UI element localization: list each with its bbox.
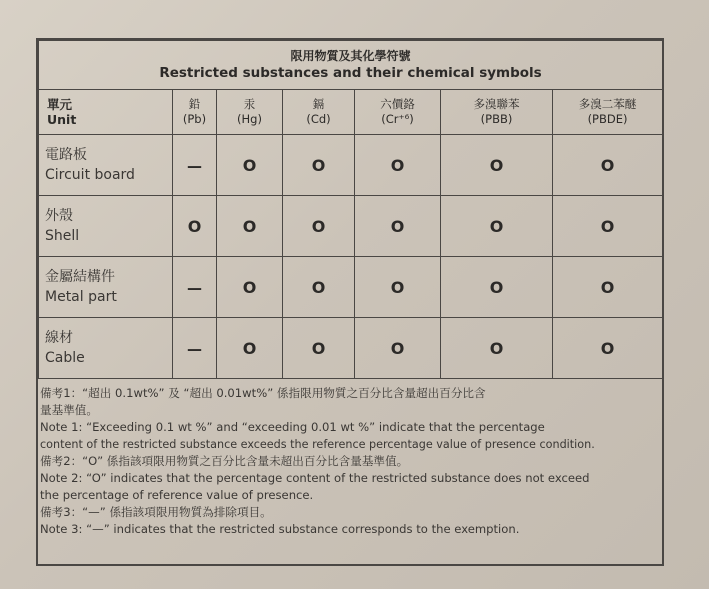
restricted-substances-table bbox=[38, 40, 663, 379]
table-cell: O bbox=[217, 196, 283, 257]
table-cell: O bbox=[441, 135, 553, 196]
note-line: Note 2: “O” indicates that the percentage content of the restricted substance does not exceed bbox=[40, 471, 590, 485]
table-cell: O bbox=[441, 257, 553, 318]
table-cell: O bbox=[283, 257, 355, 318]
header-cr6: 六價鉻 (Cr⁺⁶) bbox=[355, 90, 441, 135]
table-cell: O bbox=[283, 135, 355, 196]
title-zh: 限用物質及其化學符號 bbox=[290, 49, 411, 63]
table-cell: O bbox=[355, 257, 441, 318]
table-cell: O bbox=[173, 196, 217, 257]
table-cell: O bbox=[217, 257, 283, 318]
table-cell: O bbox=[553, 257, 663, 318]
table-row bbox=[39, 135, 663, 196]
header-unit: 單元 Unit bbox=[39, 90, 173, 135]
table-cell: O bbox=[283, 318, 355, 379]
table-row bbox=[39, 196, 663, 257]
rohs-table-frame bbox=[36, 38, 664, 566]
header-cd: 鎘 (Cd) bbox=[283, 90, 355, 135]
table-cell: O bbox=[355, 196, 441, 257]
table-cell: O bbox=[553, 196, 663, 257]
table-cell: O bbox=[553, 318, 663, 379]
table-cell: O bbox=[441, 196, 553, 257]
header-pb: 鉛 (Pb) bbox=[173, 90, 217, 135]
table-cell: O bbox=[355, 135, 441, 196]
note-line: Note 3: “—” indicates that the restricted substance corresponds to the exemption. bbox=[40, 522, 520, 536]
header-hg: 汞 (Hg) bbox=[217, 90, 283, 135]
header-pbde: 多溴二苯醚 (PBDE) bbox=[553, 90, 663, 135]
table-cell: — bbox=[173, 257, 217, 318]
note-line: Note 1: “Exceeding 0.1 wt %” and “exceeding 0.01 wt %” indicate that the percentage bbox=[40, 420, 545, 434]
note-line: 備考1：“超出 0.1wt%” 及 “超出 0.01wt%” 係指限用物質之百分比含量超出百分比含 bbox=[40, 386, 486, 400]
table-row bbox=[39, 257, 663, 318]
table-row bbox=[39, 318, 663, 379]
table-cell: O bbox=[283, 196, 355, 257]
table-cell: O bbox=[553, 135, 663, 196]
row-label: 外殼 Shell bbox=[39, 196, 173, 257]
note-line: the percentage of reference value of presence. bbox=[40, 488, 314, 502]
table-cell: O bbox=[217, 318, 283, 379]
row-label: 電路板 Circuit board bbox=[39, 135, 173, 196]
table-cell: O bbox=[355, 318, 441, 379]
header-pbb: 多溴聯苯 (PBB) bbox=[441, 90, 553, 135]
header-row bbox=[39, 90, 663, 135]
title-en: Restricted substances and their chemical symbols bbox=[159, 65, 542, 81]
table-cell: O bbox=[441, 318, 553, 379]
row-label: 金屬結構件 Metal part bbox=[39, 257, 173, 318]
note-line: content of the restricted substance exceeds the reference percentage value of presence condition. bbox=[40, 438, 595, 451]
table-cell: — bbox=[173, 135, 217, 196]
notes-block bbox=[40, 385, 680, 538]
table-cell: — bbox=[173, 318, 217, 379]
note-line: 備考2：“O” 係指該項限用物質之百分比含量未超出百分比含量基準值。 bbox=[40, 454, 409, 468]
table-title bbox=[39, 41, 663, 90]
note-line: 備考3：“—” 係指該項限用物質為排除項目。 bbox=[40, 505, 272, 519]
note-line: 量基準值。 bbox=[40, 403, 98, 417]
table-cell: O bbox=[217, 135, 283, 196]
row-label: 線材 Cable bbox=[39, 318, 173, 379]
